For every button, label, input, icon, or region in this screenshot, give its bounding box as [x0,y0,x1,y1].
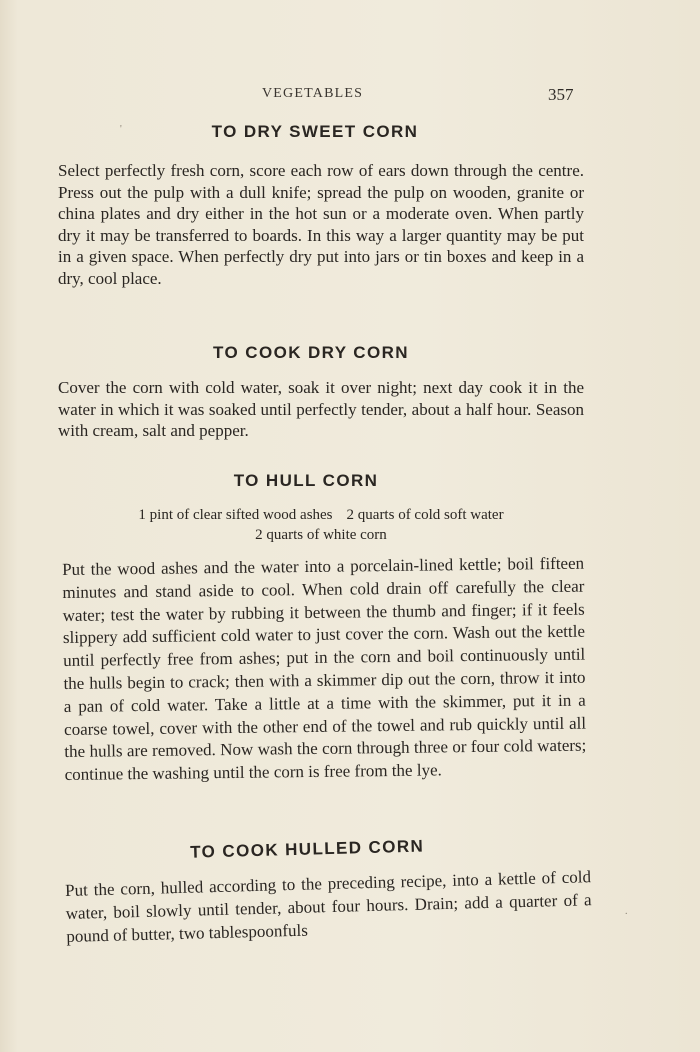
recipe-title: TO COOK HULLED CORN [189,836,425,862]
recipe-cook-dry-corn [58,343,584,442]
page-number: 357 [548,85,574,104]
recipe-text: Put the corn, hulled according to the preceding recipe, into a kettle of cold water, boil slowly until tender, about four hours. Drain; add a quarter of a pound of butter, two tablespoonfuls [64,867,592,946]
ingredients-list [58,505,584,545]
recipe-hull-corn [58,471,587,787]
recipe-title: TO DRY SWEET CORN [211,122,419,141]
ingredients-line-2 [58,525,584,545]
recipe-title: TO HULL CORN [233,471,379,490]
recipe-text: Put the wood ashes and the water into a porcelain-lined kettle; boil fifteen minutes and stand aside to cool. When cold drain off carefully the clear water; test the water by rubbing it between the thumb and finger; if it feels slippery add sufficient cold water to just cover the corn. Wash out the kettle until perfectly free from ashes; put in the corn and boil continuously until the hulls begin to crack; then with a skimmer dip out the corn, throw it into a pan of cold water. Take a little at a time with the skimmer, put it in a coarse towel, cover with the other end of the towel and rub quickly until all the hulls are removed. Now wash the corn through three or four cold waters; continue the washing until the corn is free from the lye. [62,553,587,785]
ingredients-line-1 [58,505,584,525]
paper-speck: . [625,906,628,917]
paper-speck: ' [120,124,122,135]
recipe-text: Select perfectly fresh corn, score each row of ears down through the centre. Press out the pulp with a dull knife; spread the pulp on wooden, granite or china plates and dry either in the hot sun or a moderate oven. When partly dry it may be transferred to boards. In this way a larger quantity may be put in a given space. When perfectly dry put into jars or tin boxes and keep in a dry, cool place. [58,161,584,288]
section-title: VEGETABLES [262,86,364,101]
recipe-text: Cover the corn with cold water, soak it over night; next day cook it in the water in which it was soaked until perfectly tender, about a half hour. Season with cream, salt and pepper. [58,378,584,441]
recipe-cook-hulled-corn [64,832,593,948]
running-head [0,86,700,106]
ingredient-item: 1 pint of clear sifted wood ashes [138,507,333,523]
recipe-title: TO COOK DRY CORN [213,343,409,362]
recipe-dry-sweet-corn [58,122,584,290]
ingredient-item: 2 quarts of white corn [255,527,387,543]
ingredient-item: 2 quarts of cold soft water [346,507,504,523]
